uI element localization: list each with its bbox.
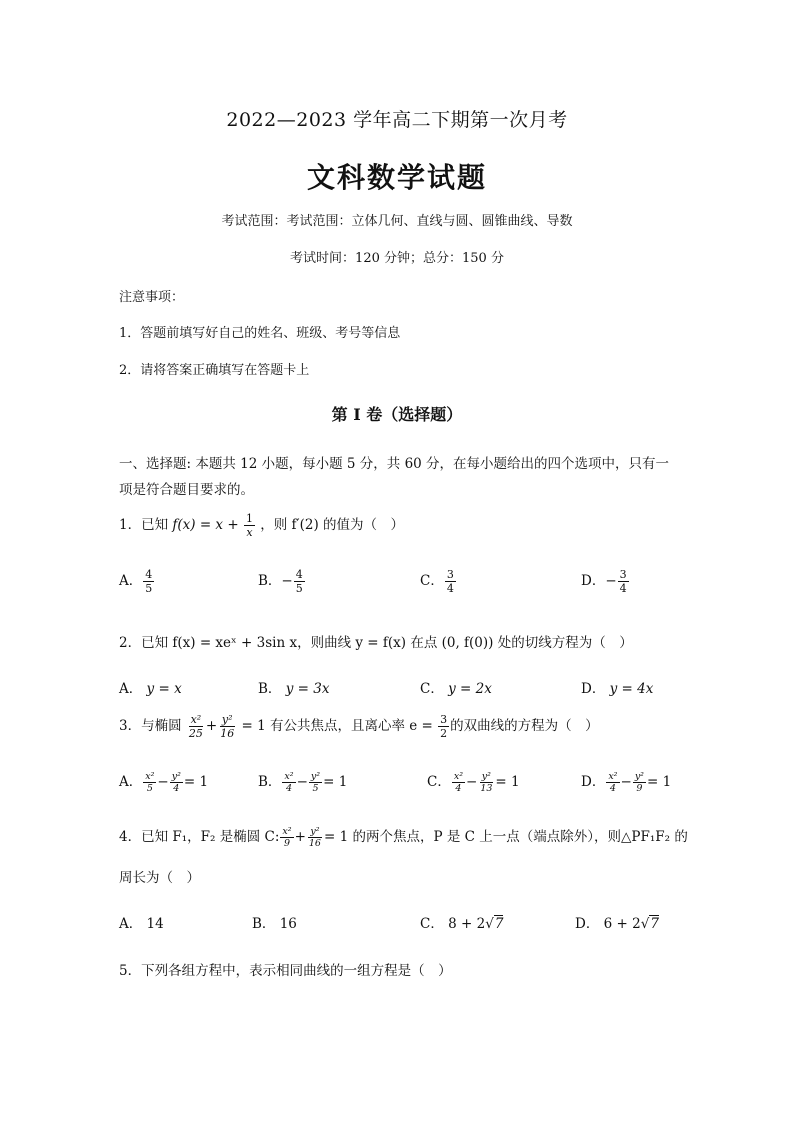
q4-frac-a [280, 826, 293, 849]
q2-option-d[interactable] [581, 677, 653, 697]
frac-num: y² [310, 826, 320, 837]
option-text: y = 4x [609, 681, 654, 697]
section-title: 第 I 卷（选择题） [331, 405, 463, 424]
option-text: 8 + 2 [448, 916, 486, 932]
option-sign: − [605, 573, 617, 589]
q3-frac-b [218, 713, 236, 740]
question-4-line2: 周长为（ ） [119, 870, 200, 886]
option-label: A． [119, 774, 143, 790]
q3-prefix: 3．与椭圆 [119, 718, 182, 734]
exam-time-score: 考试时间：120 分钟；总分：150 分 [290, 251, 504, 266]
question-4-stem: 4．已知 F₁，F₂ 是椭圆 C: $\frac{\text{x²}}{9}$ + $\frac{\text{y²}}{16}$ = 1 的两个焦点，P 是 C 上一点（端点除外），则△PF₁F₂ 的 [119, 826, 688, 849]
notes-heading: 注意事项： [119, 290, 185, 305]
option-text: 14 [146, 916, 164, 932]
frac-den: 2 [440, 727, 448, 740]
section-instructions-line2: 项是符合题目要求的。 [119, 482, 254, 498]
option-label: B． [258, 774, 282, 790]
frac-den: 4 [285, 783, 293, 794]
frac-y [478, 771, 494, 794]
option-label: C． [420, 681, 444, 697]
q1-fraction [244, 512, 255, 539]
option-label: B． [258, 681, 282, 697]
question-2-stem: 2．已知 f(x) = xeˣ + 3sin x，则曲线 y = f(x) 在点 (0, f(0)) 处的切线方程为（ ） [119, 635, 633, 651]
frac-den: 16 [308, 838, 321, 849]
frac-den: 5 [295, 582, 303, 595]
option-sign: − [281, 573, 293, 589]
section-instructions-line1: 一、选择题: 本题共 12 小题，每小题 5 分，共 60 分，在每小题给出的四个选项中，只有一 [119, 456, 670, 472]
q1-frac-den: x [246, 526, 253, 539]
exam-scope: 考试范围：考试范围：立体几何、直线与圆、圆锥曲线、导数 [221, 214, 573, 229]
q4-option-d[interactable]: D． 6 + 2√7 [575, 916, 659, 932]
subject-title: 文科数学试题 [306, 161, 487, 194]
question-3-stem: 3．与椭圆 $\frac{\text{x²}}{25}$ + $\frac{\text{y²}}{16}$ = 1 有公共焦点，且离心率 e = $\frac{3}{2}$ 的双曲线的方程为（ ） [119, 713, 599, 740]
frac-num: y² [310, 771, 321, 782]
q1-option-b[interactable] [258, 568, 306, 595]
option-text: 16 [279, 916, 297, 932]
option-label: D． [581, 681, 606, 697]
eq-one: = 1 [495, 774, 520, 790]
q1-function: f(x) = x + [172, 517, 239, 533]
frac-y [633, 771, 646, 794]
frac-y [309, 771, 322, 794]
option-label: B． [258, 573, 282, 589]
frac-den: 25 [188, 727, 203, 740]
q4-prefix: 4．已知 F₁，F₂ 是椭圆 C: [119, 829, 280, 845]
option-fraction [618, 568, 629, 595]
frac-num: x² [145, 771, 155, 782]
option-label: C． [420, 916, 444, 932]
q3-option-c[interactable]: C． $\frac{\text{x²}}{4}$ − $\frac{\text{y²}}{13}$ = 1 [427, 771, 520, 794]
frac-x [452, 771, 465, 794]
q3-suffix: 的双曲线的方程为（ ） [450, 718, 599, 734]
q4-option-c[interactable]: C． 8 + 2√7 [420, 916, 504, 932]
q3-option-b[interactable]: B． $\frac{\text{x²}}{4}$ − $\frac{\text{y²}}{5}$ = 1 [258, 771, 348, 794]
frac-num: x² [284, 771, 294, 782]
frac-den: 5 [312, 783, 319, 794]
note-item-2: 2．请将答案正确填写在答题卡上 [119, 363, 310, 378]
q3-option-a[interactable]: A． $\frac{\text{x²}}{5}$ − $\frac{\text{y²}}{4}$ = 1 [119, 771, 209, 794]
q1-option-a[interactable] [119, 568, 155, 595]
frac-num: 3 [619, 568, 627, 581]
q4-option-b[interactable] [252, 912, 297, 932]
option-label: C． [427, 774, 451, 790]
q2-option-c[interactable] [420, 677, 492, 697]
option-label: C． [420, 573, 444, 589]
option-text: y = 3x [285, 681, 330, 697]
frac-num: x² [453, 771, 464, 782]
frac-num: y² [634, 771, 644, 782]
q1-option-c[interactable] [420, 568, 457, 595]
frac-den: 9 [283, 838, 291, 849]
option-label: A． [119, 916, 143, 932]
option-fraction [445, 568, 456, 595]
option-fraction [294, 568, 305, 595]
option-text: y = 2x [448, 681, 492, 697]
eq-one: = 1 [183, 774, 209, 790]
frac-num: 4 [145, 568, 153, 581]
frac-den: 5 [146, 783, 153, 794]
frac-num: x² [608, 771, 618, 782]
q1-suffix: ，则 f′(2) 的值为（ ） [260, 517, 405, 533]
frac-x [282, 771, 295, 794]
option-text: y = x [146, 681, 182, 697]
frac-den: 4 [609, 783, 616, 794]
frac-den: 5 [145, 582, 153, 595]
frac-den: 13 [480, 783, 493, 794]
eq-one: = 1 [647, 774, 672, 790]
q4-option-a[interactable] [119, 912, 164, 932]
option-label: A． [119, 573, 143, 589]
question-1-stem [119, 512, 404, 539]
frac-num: x² [190, 713, 202, 726]
option-label: D． [581, 573, 606, 589]
sqrt-radicand: 7 [650, 916, 659, 932]
eq-one: = 1 [323, 774, 348, 790]
option-label: A． [119, 681, 143, 697]
q3-option-d[interactable]: D． $\frac{\text{x²}}{4}$ − $\frac{\text{y²}}{9}$ = 1 [581, 771, 672, 794]
frac-num: 3 [440, 713, 448, 726]
frac-den: 4 [619, 582, 627, 595]
question-5-stem: 5．下列各组方程中，表示相同曲线的一组方程是（ ） [119, 963, 452, 979]
frac-y [170, 771, 183, 794]
frac-num: 3 [446, 568, 454, 581]
q4-suffix: = 1 的两个焦点，P 是 C 上一点（端点除外），则△PF₁F₂ 的 [323, 829, 688, 845]
option-label: D． [581, 774, 606, 790]
q3-middle: = 1 有公共焦点，且离心率 e = [241, 718, 433, 734]
frac-den: 4 [173, 783, 180, 794]
frac-x [143, 771, 156, 794]
frac-num: x² [282, 826, 292, 837]
option-fraction [143, 568, 154, 595]
q1-prefix: 1．已知 [119, 517, 169, 533]
frac-x [606, 771, 619, 794]
option-label: D． [575, 916, 600, 932]
q3-frac-a [187, 713, 205, 740]
note-item-1: 1．答题前填写好自己的姓名、班级、考号等信息 [119, 326, 401, 341]
q1-frac-num: 1 [245, 512, 253, 525]
frac-num: y² [171, 771, 181, 782]
frac-num: 4 [295, 568, 303, 581]
frac-den: 4 [446, 582, 454, 595]
exam-title: 2022—2023 学年高二下期第一次月考 [226, 109, 568, 131]
frac-den: 16 [220, 727, 235, 740]
sqrt-radicand: 7 [494, 916, 504, 932]
q1-option-d[interactable] [581, 568, 630, 595]
q2-option-a[interactable] [119, 677, 182, 697]
frac-num: y² [481, 771, 491, 782]
q3-frac-e [438, 713, 449, 740]
frac-den: 4 [455, 783, 462, 794]
option-text: 6 + 2 [603, 916, 641, 932]
q4-frac-b [307, 826, 323, 849]
frac-den: 9 [636, 783, 643, 794]
q2-option-b[interactable] [258, 677, 329, 697]
option-label: B． [252, 916, 276, 932]
frac-num: y² [221, 713, 233, 726]
